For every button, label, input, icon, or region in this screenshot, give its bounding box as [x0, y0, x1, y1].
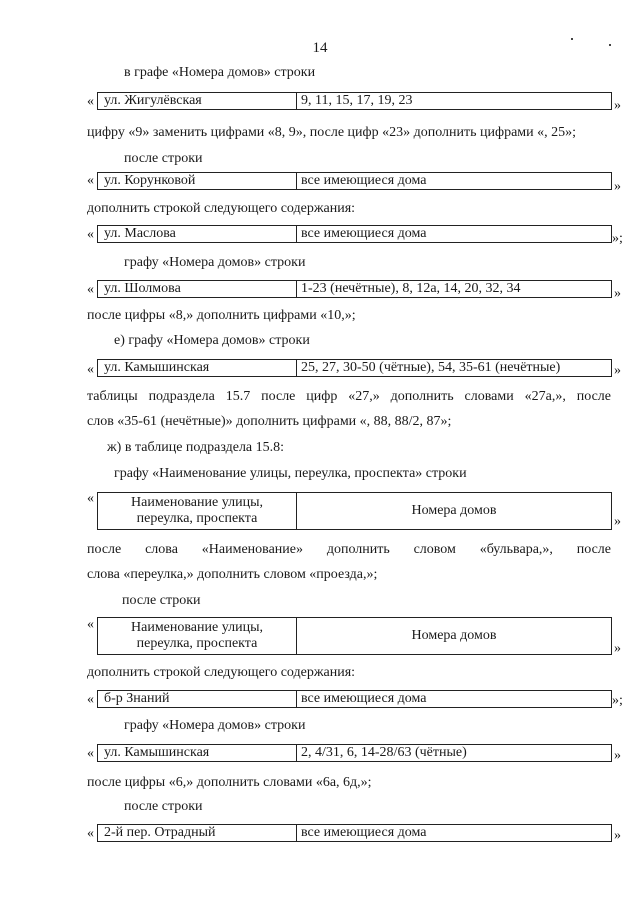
paragraph: после цифры «8,» дополнить цифрами «10,»; — [87, 308, 356, 323]
street-cell: ул. Шолмова — [98, 281, 297, 297]
close-quote: » — [614, 179, 621, 194]
close-quote: »; — [612, 693, 623, 708]
street-cell: ул. Камышинская — [98, 745, 297, 761]
table-row — [97, 824, 612, 842]
houses-cell: 1-23 (нечётные), 8, 12а, 14, 20, 32, 34 — [301, 281, 521, 296]
open-quote: « — [87, 746, 94, 761]
header-line: Наименование улицы, — [131, 495, 263, 510]
table-header — [97, 617, 612, 655]
street-cell: б-р Знаний — [98, 691, 297, 707]
open-quote: « — [87, 362, 94, 377]
table-row — [97, 359, 612, 377]
open-quote: « — [87, 173, 94, 188]
table-row — [97, 280, 612, 298]
houses-cell: все имеющиеся дома — [301, 691, 427, 706]
paragraph: после цифры «6,» дополнить словами «6а, 6д,»; — [87, 775, 372, 790]
paragraph: графу «Номера домов» строки — [124, 718, 306, 733]
street-cell: ул. Корунковой — [98, 173, 297, 189]
close-quote: » — [614, 641, 621, 656]
paragraph: графу «Наименование улицы, переулка, проспекта» строки — [114, 466, 467, 481]
close-quote: » — [614, 514, 621, 529]
open-quote: « — [87, 282, 94, 297]
header-cell-street — [98, 493, 297, 529]
table-header — [97, 492, 612, 530]
close-quote: »; — [612, 231, 623, 246]
houses-cell: 25, 27, 30-50 (чётные), 54, 35-61 (нечётные) — [301, 360, 561, 375]
street-cell: ул. Жигулёвская — [98, 93, 297, 109]
street-cell: ул. Маслова — [98, 226, 297, 242]
paragraph: дополнить строкой следующего содержания: — [87, 201, 356, 216]
houses-cell: все имеющиеся дома — [301, 173, 427, 188]
open-quote: « — [87, 94, 94, 109]
paragraph: слов «35-61 (нечётные)» дополнить цифрами «, 88, 88/2, 87»; — [87, 414, 452, 429]
houses-cell: все имеющиеся дома — [301, 825, 427, 840]
close-quote: » — [614, 748, 621, 763]
paragraph: графу «Номера домов» строки — [124, 255, 306, 270]
paragraph: после строки — [124, 799, 203, 814]
houses-cell: все имеющиеся дома — [301, 226, 427, 241]
table-row — [97, 690, 612, 708]
houses-cell: 2, 4/31, 6, 14-28/63 (чётные) — [301, 745, 467, 760]
paragraph: дополнить строкой следующего содержания: — [87, 665, 356, 680]
paragraph: е) графу «Номера домов» строки — [114, 333, 310, 348]
paragraph: после строки — [122, 593, 201, 608]
paragraph: слова «переулка,» дополнить словом «проезда,»; — [87, 567, 378, 582]
paragraph: ж) в таблице подраздела 15.8: — [107, 440, 285, 455]
paragraph: после строки — [124, 151, 203, 166]
header-cell-houses: Номера домов — [411, 628, 497, 643]
paragraph: таблицы подраздела 15.7 после цифр «27,» дополнить словами «27а,», после — [87, 389, 611, 404]
houses-cell: 9, 11, 15, 17, 19, 23 — [301, 93, 413, 108]
street-cell: ул. Камышинская — [98, 360, 297, 376]
table-row — [97, 744, 612, 762]
open-quote: « — [87, 617, 94, 632]
close-quote: » — [614, 286, 621, 301]
paragraph: после слова «Наименование» дополнить словом «бульвара,», после — [87, 542, 611, 557]
header-line: переулка, проспекта — [136, 636, 258, 651]
open-quote: « — [87, 491, 94, 506]
header-line: переулка, проспекта — [136, 511, 258, 526]
table-row — [97, 225, 612, 243]
header-cell-houses: Номера домов — [411, 503, 497, 518]
header-cell-street — [98, 618, 297, 654]
paragraph: цифру «9» заменить цифрами «8, 9», после цифр «23» дополнить цифрами «, 25»; — [87, 125, 577, 140]
table-row — [97, 92, 612, 110]
header-line: Наименование улицы, — [131, 620, 263, 635]
close-quote: » — [614, 828, 621, 843]
paragraph: в графе «Номера домов» строки — [124, 65, 316, 80]
open-quote: « — [87, 826, 94, 841]
open-quote: « — [87, 692, 94, 707]
page-number: 14 — [312, 40, 328, 56]
street-cell: 2-й пер. Отрадный — [98, 825, 297, 841]
open-quote: « — [87, 227, 94, 242]
close-quote: » — [614, 363, 621, 378]
table-row — [97, 172, 612, 190]
close-quote: » — [614, 98, 621, 113]
